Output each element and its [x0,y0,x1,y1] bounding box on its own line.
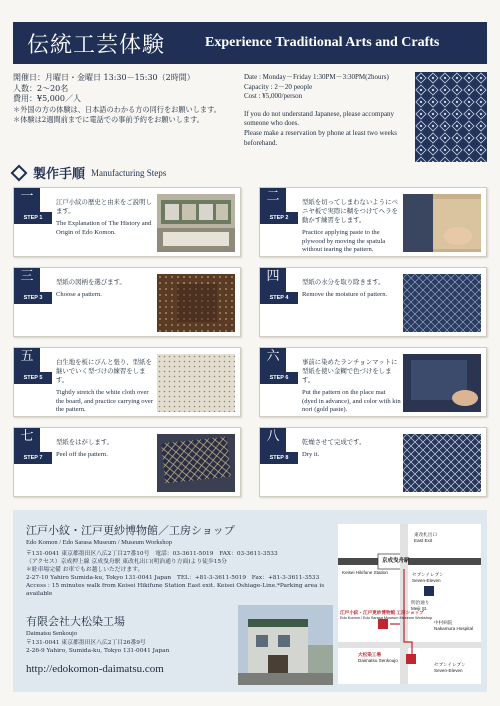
steps-header-en: Manufacturing Steps [91,167,167,178]
step-card-3 [13,267,241,337]
info-note2-en: Please make a reservation by phone at least two weeks beforehand. [244,128,397,147]
map-park-en: Nakamura Hospital [434,626,474,631]
step-card-8 [259,427,487,497]
company-address [26,639,169,655]
company-block [26,613,169,675]
step-card-2 [259,187,487,257]
map-daimatsu-en: Daimatsu Senkoujo [358,658,398,663]
info-note1-en: If you do not understand Japanese, please accompany someone who does. [244,109,395,128]
company-address-line: 2-26-9 Yahiro, Sumida-ku, Tokyo 131-0041 Japan [26,648,170,654]
step-badge: STEP 3 [14,292,52,304]
info-cost-jp: 費用：¥5,000／人 [13,94,81,103]
step-text-en: Remove the moisture of pattern. [302,291,388,298]
website-link[interactable]: http://edokomon-daimatsu.com [26,663,164,675]
title-en: Experience Traditional Arts and Crafts [205,35,440,50]
step-photo-dry [403,434,481,492]
step-text-en: Tightly stretch the white cloth over the board, and practice carrying over the pattern. [56,389,154,414]
company-name-jp: 有限会社大松染工場 [26,615,125,628]
map-museum-en: Edo Komon / Edo Sarasa Museum Museum Workshop [340,616,433,620]
hero-pattern-image [415,72,487,162]
diamond-icon [11,164,28,181]
step-text-jp: 事前に染めたランチョンマットに型紙を使い金糊で色づけをします。 [302,358,398,384]
address-line: 〒131-0041 東京都墨田区八広2丁目27番10号 電話：03-3611-5019 FAX：03-3611-3533 [26,551,278,557]
step-text-jp: 型紙の水分を取り除きます。 [302,278,385,286]
address-line: 2-27-10 Yahiro Sumida-ku, Tokyo 131-0041 Japan TEL：+81-3-3611-5019 Fax：+81-3-3611-3533 [26,575,320,582]
map-station: 京成曳舟駅 [382,558,410,564]
map-meiji-en: Meiji St. [411,606,428,611]
step-number-jp: 四 [260,268,286,298]
step-badge: STEP 8 [260,452,298,464]
step-photo-stretch-cloth [157,354,235,412]
step-card-7 [13,427,241,497]
info-date-jp: 開催日：月曜日・金曜日 13:30－15:30（2時間） [13,73,195,82]
step-number-jp: 三 [14,268,40,298]
step-text-jp: 乾燥させて完成です。 [302,438,366,446]
address-line: ＊駐車場完備 お車でもお越しいただけます。 [26,567,144,574]
address-line: （アクセス）京成押上線 京成曳舟駅 東改札出口(明治通り方面)より徒歩15分 [26,559,227,566]
info-date-en: Date : Monday－Friday 1:30PM－3:30PM(2hours) [244,73,389,81]
building-photo [238,605,333,685]
map-exit: 東改札出口 [414,532,437,537]
step-text [302,278,402,300]
step-text-en: Put the pattern on the place mat (dyed in advance), and color with kin nori (gold paste). [302,389,401,414]
step-text [56,358,156,415]
map-daimatsu: 大松染工場 [358,652,381,657]
step-text-en: Dry it. [302,451,320,458]
step-card-4 [259,267,487,337]
step-text-jp: 型紙を切ってしまわないようにベニヤ板で実際に糊をつけてヘラを動かす練習をします。 [302,198,398,224]
map-museum-shop: 江戸小紋・江戸更紗博物館 工房ショップ [340,610,424,615]
address-line: Access : 15 minutes walk from Keisei Hikifune Station East exit. Keisei Oshiage-Line.*Parking area is available [26,583,325,598]
step-photo-remove-moisture [403,274,481,332]
company-name-en: Daimatsu Senkoujo [26,630,78,637]
step-photo-choose-pattern [157,274,235,332]
step-badge: STEP 6 [260,372,298,384]
step-text [302,198,402,255]
step-card-1 [13,187,241,257]
info-note2-jp: ＊体験は2週間前までに電話での事前予約をお願いします。 [13,115,204,124]
step-photo-peel-pattern [157,434,235,492]
step-badge: STEP 7 [14,452,52,464]
step-text-en: Practice applying paste to the plywood by moving the spatula without tearing the pattern. [302,229,386,254]
map-seven1: セブンイレブン [412,572,444,577]
step-text [302,438,402,460]
museum-name-jp: 江戸小紋・江戸更紗博物館／工房ショップ [26,524,235,537]
step-text-jp: 型紙をはがします。 [56,438,114,446]
map-park: 中村病院 [434,620,453,625]
footer-panel [13,510,487,692]
step-text [302,358,402,415]
step-photo-plywood-practice [403,194,481,252]
map-exit-en: East Exit [414,538,433,543]
step-number-jp: 八 [260,428,286,458]
step-text-jp: 江戸小紋の歴史と由来をご説明します。 [56,198,152,215]
info-capacity-en: Capacity : 2－20 people [244,82,313,91]
step-badge: STEP 2 [260,212,298,224]
step-badge: STEP 1 [14,212,52,224]
step-card-5 [13,347,241,417]
title-jp: 伝統工芸体験 [27,32,166,58]
step-text [56,438,156,460]
step-text-en: Choose a pattern. [56,291,102,298]
map-keisei-en: Keisei Hikifune Station [342,570,388,575]
steps-header-jp: 製作手順 [33,167,86,182]
steps-header [13,163,166,182]
step-text [56,278,156,300]
step-text-en: The Explanation of The History and Origin of Edo Komon. [56,220,152,236]
info-en [244,73,404,148]
access-map [338,524,481,684]
info-cost-en: Cost : ¥5,000/person [244,92,303,101]
step-text-jp: 白生地を板にぴんと張り、型紙を継いでいく型づけの練習をします。 [56,358,152,384]
step-badge: STEP 4 [260,292,298,304]
step-number-jp: 五 [14,348,40,378]
step-photo-gold-paste [403,354,481,412]
step-number-jp: 二 [260,188,286,218]
step-number-jp: 六 [260,348,286,378]
map-seven2: セブンイレブン [434,662,466,667]
step-text-jp: 型紙の図柄を選びます。 [56,278,126,286]
map-seven2-en: Seven-Eleven [434,668,463,673]
map-meiji: 明治通り [411,600,430,605]
step-photo-museum-display [157,194,235,252]
step-text [56,198,156,237]
step-text-en: Peel off the pattern. [56,451,108,458]
map-seven1-en: Seven-Eleven [412,578,441,583]
step-badge: STEP 5 [14,372,52,384]
title-banner [13,22,487,64]
step-number-jp: 一 [14,188,40,218]
info-jp [13,73,243,126]
step-number-jp: 七 [14,428,40,458]
museum-name-en: Edo Komon / Edo Sarasa Museum / Museum Workshop [26,539,172,546]
step-card-6 [259,347,487,417]
info-capacity-jp: 人数：2～20名 [13,83,69,93]
info-note1-jp: ＊外国の方の体験は、日本語のわかる方の同行をお願いします。 [13,104,221,114]
company-address-line: 〒131-0041 東京都墨田区八広2丁目26番9号 [26,640,146,646]
museum-address [26,550,326,599]
